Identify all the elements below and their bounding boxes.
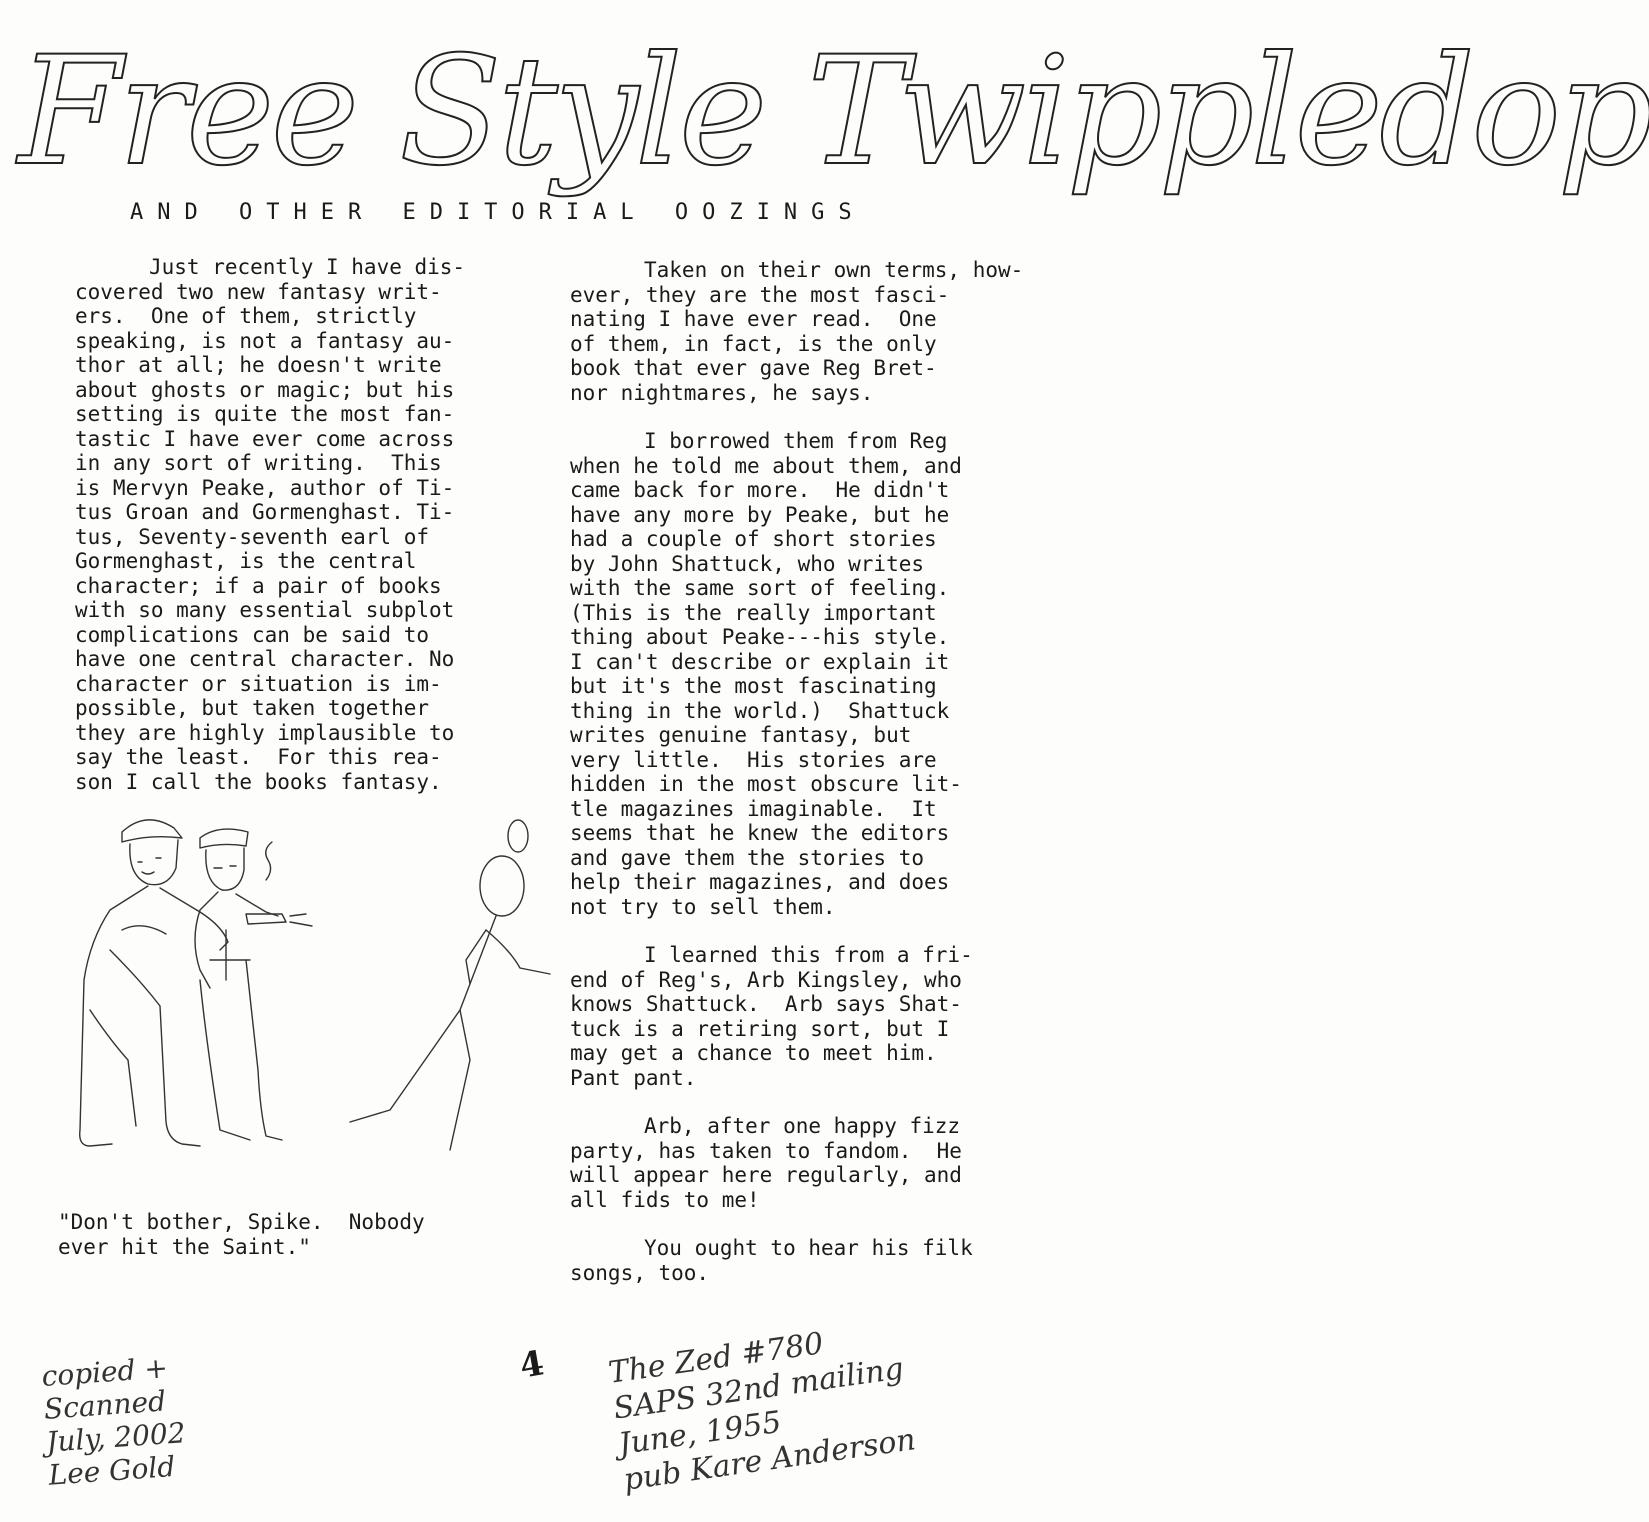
text-line: will appear here regularly, and <box>570 1163 962 1187</box>
text-line: book that ever gave Reg Bret- <box>570 356 937 380</box>
text-line: thing about Peake---his style. <box>570 625 950 649</box>
text-line: they are highly implausible to <box>75 720 455 745</box>
text-line: possible, but taken together <box>75 696 430 720</box>
text-line: Pant pant. <box>570 1065 697 1090</box>
page-number: 4 <box>516 1343 547 1387</box>
text-line: ers. One of them, strictly <box>75 304 417 328</box>
gangster-figure-left <box>80 820 228 1146</box>
text-line <box>570 258 1040 283</box>
text-line: setting is quite the most fan- <box>75 402 455 426</box>
text-line-content: I borrowed them from Reg <box>644 429 948 453</box>
text-line: tastic I have ever come across <box>75 426 455 451</box>
text-line: character; if a pair of books <box>75 573 442 598</box>
text-line: nating I have ever read. One <box>570 307 937 331</box>
text-line: have any more by Peake, but he <box>570 502 950 527</box>
handwritten-scan-note: copied + Scanned July, 2002 Lee Gold <box>40 1351 187 1492</box>
text-line <box>75 255 540 280</box>
text-line: seems that he knew the editors <box>570 821 950 845</box>
text-line: help their magazines, and does <box>570 870 950 894</box>
saint-stick-figure <box>350 820 550 1150</box>
text-line: came back for more. He didn't <box>570 478 950 502</box>
handwritten-publication-note: The Zed #780 SAPS 32nd mailing June, 1955 pub Kare Anderson <box>606 1326 918 1498</box>
text-line: character or situation is im- <box>75 671 442 696</box>
paragraph <box>570 943 1040 1090</box>
text-line: but it's the most fascinating <box>570 674 937 698</box>
text-line: covered two new fantasy writ- <box>75 279 442 304</box>
text-line-content: Taken on their own terms, how- <box>644 258 1024 282</box>
text-line: not try to sell them. <box>570 894 836 919</box>
paragraph <box>570 429 1040 919</box>
text-line: songs, too. <box>570 1260 710 1285</box>
text-line: when he told me about them, and <box>570 453 962 478</box>
text-line: I can't describe or explain it <box>570 649 950 674</box>
text-line: have one central character. No <box>75 647 455 671</box>
text-line: speaking, is not a fantasy au- <box>75 328 455 353</box>
text-line: (This is the really important <box>570 600 937 625</box>
text-line <box>570 429 1040 454</box>
text-line: son I call the books fantasy. <box>75 769 442 794</box>
text-line-content: I learned this from a fri- <box>644 943 973 967</box>
text-line: nor nightmares, he says. <box>570 380 874 405</box>
text-line: tuck is a retiring sort, but I <box>570 1016 950 1041</box>
page-title: Free Style Twippledop <box>18 25 1649 199</box>
text-line: end of Reg's, Arb Kingsley, who <box>570 967 962 992</box>
text-line: very little. His stories are <box>570 747 937 772</box>
text-line: tus, Seventy-seventh earl of <box>75 524 430 549</box>
text-line: with the same sort of feeling. <box>570 576 950 600</box>
text-line: had a couple of short stories <box>570 527 937 551</box>
paragraph <box>570 258 1040 405</box>
text-line: thing in the world.) Shattuck <box>570 698 950 723</box>
text-line <box>570 943 1040 968</box>
text-line-content: You ought to hear his filk <box>644 1236 973 1260</box>
text-line <box>570 1114 1040 1139</box>
text-line <box>570 1236 1040 1261</box>
text-line: party, has taken to fandom. He <box>570 1138 962 1163</box>
gangster-figure-right <box>195 829 312 1140</box>
text-line: and gave them the stories to <box>570 845 925 870</box>
text-line-content: Arb, after one happy fizz <box>644 1114 961 1138</box>
paragraph <box>570 1236 1040 1285</box>
text-line: ever, they are the most fasci- <box>570 282 950 307</box>
text-line: with so many essential subplot <box>75 598 455 622</box>
text-line: complications can be said to <box>75 622 430 647</box>
left-column <box>75 255 540 818</box>
text-line: Gormenghast, is the central <box>75 549 417 573</box>
page-subtitle: AND OTHER EDITORIAL OOZINGS <box>130 200 866 225</box>
text-line: in any sort of writing. This <box>75 451 442 475</box>
text-line: writes genuine fantasy, but <box>570 723 912 747</box>
text-line: thor at all; he doesn't write <box>75 353 442 377</box>
text-line: by John Shattuck, who writes <box>570 551 925 576</box>
text-line: hidden in the most obscure lit- <box>570 772 962 796</box>
right-column <box>570 258 1040 1309</box>
illustration-caption: "Don't bother, Spike. Nobody ever hit the Saint." <box>58 1210 425 1259</box>
text-line: tle magazines imaginable. It <box>570 796 937 821</box>
text-line: knows Shattuck. Arb says Shat- <box>570 992 962 1016</box>
text-line: may get a chance to meet him. <box>570 1041 937 1065</box>
text-line: is Mervyn Peake, author of Ti- <box>75 475 455 500</box>
saint-illustration <box>50 810 570 1190</box>
text-line: all fids to me! <box>570 1187 760 1212</box>
text-line-content: Just recently I have dis- <box>149 255 466 279</box>
text-line: say the least. For this rea- <box>75 745 442 769</box>
text-line: of them, in fact, is the only <box>570 331 937 356</box>
paragraph <box>75 255 540 794</box>
masthead <box>18 20 1649 205</box>
paragraph <box>570 1114 1040 1212</box>
text-line: tus Groan and Gormenghast. Ti- <box>75 500 455 524</box>
text-line: about ghosts or magic; but his <box>75 377 455 402</box>
